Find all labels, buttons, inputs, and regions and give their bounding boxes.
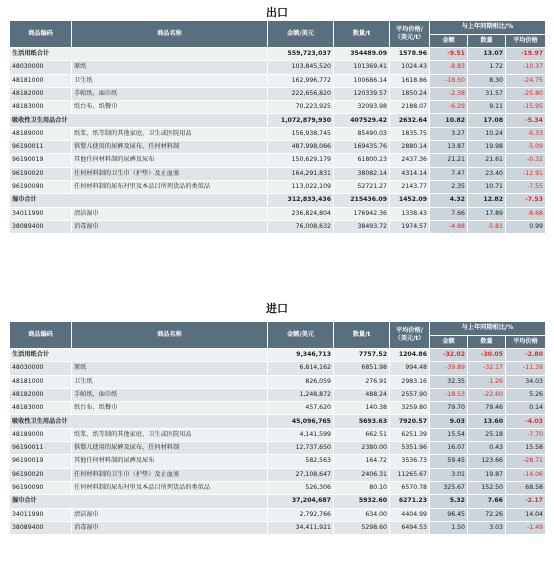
- name-cell: 纸台布、纸餐巾: [72, 101, 268, 114]
- yoy-amount-cell: -39.89: [430, 362, 468, 375]
- group-label-cell: 吸收性卫生用品合计: [10, 415, 268, 428]
- name-cell: 纸浆、纸等制的其他家庭、卫生或医院用品: [72, 428, 268, 441]
- table-row: [10, 101, 546, 114]
- header-yoy-group: 与上年同期相比/%: [430, 322, 546, 336]
- header-amount: 金额/美元: [268, 21, 334, 48]
- yoy-qty-cell: 17.89: [468, 207, 506, 220]
- code-cell: 48181000: [10, 74, 72, 87]
- table-row: [10, 74, 546, 87]
- group-total-row: [10, 48, 546, 61]
- price-cell: 1452.09: [390, 194, 430, 207]
- header-price: 平均价格/（美元/t）: [390, 322, 430, 349]
- name-cell: 纸台布、纸餐巾: [72, 402, 268, 415]
- export-section-title: 出口: [266, 6, 288, 19]
- header-qty: 数量/t: [334, 21, 390, 48]
- table-row: [10, 207, 546, 220]
- amount-cell: 150,629,179: [268, 154, 334, 167]
- import-table: [9, 321, 546, 535]
- yoy-amount-cell: 32.35: [430, 375, 468, 388]
- amount-cell: 1,072,879,930: [268, 114, 334, 127]
- group-total-row: [10, 349, 546, 362]
- qty-cell: 169435.76: [334, 141, 390, 154]
- code-cell: 34011990: [10, 508, 72, 521]
- price-cell: 6271.23: [390, 495, 430, 508]
- yoy-price-cell: -5.34: [506, 114, 546, 127]
- amount-cell: 559,723,037: [268, 48, 334, 61]
- price-cell: 6494.53: [390, 521, 430, 534]
- qty-cell: 32093.98: [334, 101, 390, 114]
- qty-cell: 215436.09: [334, 194, 390, 207]
- code-cell: 48181000: [10, 375, 72, 388]
- table-row: [10, 220, 546, 233]
- code-cell: 48182000: [10, 87, 72, 100]
- qty-cell: 407529.42: [334, 114, 390, 127]
- code-cell: 38089400: [10, 220, 72, 233]
- table-row: [10, 167, 546, 180]
- yoy-amount-cell: -18.50: [430, 74, 468, 87]
- amount-cell: 1,248,872: [268, 388, 334, 401]
- yoy-price-cell: 14.04: [506, 508, 546, 521]
- amount-cell: 164,291,831: [268, 167, 334, 180]
- header-code: 商品编码: [10, 322, 72, 349]
- amount-cell: 113,022,109: [268, 180, 334, 193]
- name-cell: 手帕纸、面巾纸: [72, 87, 268, 100]
- code-cell: 96190011: [10, 442, 72, 455]
- yoy-qty-cell: 21.61: [468, 154, 506, 167]
- yoy-qty-cell: -32.17: [468, 362, 506, 375]
- yoy-qty-cell: 123.66: [468, 455, 506, 468]
- amount-cell: 12,737,650: [268, 442, 334, 455]
- yoy-qty-cell: 9.11: [468, 101, 506, 114]
- table-row: [10, 61, 546, 74]
- yoy-qty-cell: -22.60: [468, 388, 506, 401]
- price-cell: 2983.16: [390, 375, 430, 388]
- qty-cell: 120339.57: [334, 87, 390, 100]
- table-row: [10, 521, 546, 534]
- export-table: [9, 20, 546, 234]
- amount-cell: 27,108,647: [268, 468, 334, 481]
- yoy-price-cell: -2.17: [506, 495, 546, 508]
- table-row: [10, 154, 546, 167]
- name-cell: 任何材料制的尿布衬里及本品目所列货品的类似品: [72, 481, 268, 494]
- yoy-amount-cell: 13.87: [430, 141, 468, 154]
- yoy-amount-cell: -18.53: [430, 388, 468, 401]
- price-cell: 11265.67: [390, 468, 430, 481]
- yoy-amount-cell: 325.67: [430, 481, 468, 494]
- yoy-qty-cell: -1.26: [468, 375, 506, 388]
- yoy-price-cell: 68.58: [506, 481, 546, 494]
- amount-cell: 312,833,436: [268, 194, 334, 207]
- header-yoy-amount: 金额: [430, 35, 468, 48]
- name-cell: 手帕纸、面巾纸: [72, 388, 268, 401]
- yoy-amount-cell: 15.54: [430, 428, 468, 441]
- table-row: [10, 508, 546, 521]
- yoy-price-cell: 5.26: [506, 388, 546, 401]
- header-price: 平均价格/（美元/t）: [390, 21, 430, 48]
- qty-cell: 100686.14: [334, 74, 390, 87]
- amount-cell: 2,792,766: [268, 508, 334, 521]
- code-cell: 96190020: [10, 167, 72, 180]
- header-yoy-qty: 数量: [468, 336, 506, 349]
- yoy-qty-cell: 31.57: [468, 87, 506, 100]
- price-cell: 2557.90: [390, 388, 430, 401]
- code-cell: 48189000: [10, 127, 72, 140]
- export-table-body: [10, 48, 546, 234]
- name-cell: 卫生纸: [72, 375, 268, 388]
- yoy-price-cell: -4.03: [506, 415, 546, 428]
- amount-cell: 526,306: [268, 481, 334, 494]
- yoy-price-cell: -7.55: [506, 180, 546, 193]
- code-cell: 96190020: [10, 468, 72, 481]
- yoy-qty-cell: 8.30: [468, 74, 506, 87]
- yoy-price-cell: -1.49: [506, 521, 546, 534]
- yoy-amount-cell: -9.51: [430, 48, 468, 61]
- yoy-qty-cell: 10.24: [468, 127, 506, 140]
- yoy-amount-cell: 4.32: [430, 194, 468, 207]
- header-yoy-price: 平均价格: [506, 336, 546, 349]
- header-yoy-group: 与上年同期相比/%: [430, 21, 546, 35]
- qty-cell: 52721.27: [334, 180, 390, 193]
- table-row: [10, 375, 546, 388]
- name-cell: 卫生纸: [72, 74, 268, 87]
- import-section-title: 进口: [266, 302, 288, 315]
- amount-cell: 222,656,820: [268, 87, 334, 100]
- price-cell: 1024.43: [390, 61, 430, 74]
- code-cell: 96190019: [10, 455, 72, 468]
- name-cell: 原纸: [72, 61, 268, 74]
- qty-cell: 61800.23: [334, 154, 390, 167]
- qty-cell: 7757.52: [334, 349, 390, 362]
- yoy-amount-cell: -8.83: [430, 61, 468, 74]
- header-yoy-price: 平均价格: [506, 35, 546, 48]
- amount-cell: 34,411,921: [268, 521, 334, 534]
- table-row: [10, 87, 546, 100]
- amount-cell: 37,204,687: [268, 495, 334, 508]
- yoy-price-cell: -2.80: [506, 349, 546, 362]
- qty-cell: 85490.03: [334, 127, 390, 140]
- yoy-price-cell: -7.53: [506, 194, 546, 207]
- yoy-qty-cell: 72.26: [468, 508, 506, 521]
- name-cell: 任何材料制的尿布衬里及本品目所列货品的类似品: [72, 180, 268, 193]
- qty-cell: 354489.09: [334, 48, 390, 61]
- yoy-price-cell: -14.06: [506, 468, 546, 481]
- qty-cell: 488.24: [334, 388, 390, 401]
- yoy-price-cell: -19.97: [506, 48, 546, 61]
- yoy-qty-cell: 17.08: [468, 114, 506, 127]
- header-name: 商品名称: [72, 21, 268, 48]
- yoy-qty-cell: 12.82: [468, 194, 506, 207]
- import-table-body: [10, 349, 546, 535]
- yoy-qty-cell: 152.50: [468, 481, 506, 494]
- table-row: [10, 402, 546, 415]
- yoy-amount-cell: 21.21: [430, 154, 468, 167]
- qty-cell: 38082.14: [334, 167, 390, 180]
- yoy-amount-cell: 3.01: [430, 468, 468, 481]
- code-cell: 48030000: [10, 61, 72, 74]
- qty-cell: 5932.60: [334, 495, 390, 508]
- amount-cell: 45,096,765: [268, 415, 334, 428]
- yoy-price-cell: 0.99: [506, 220, 546, 233]
- yoy-price-cell: -25.80: [506, 87, 546, 100]
- code-cell: 96190019: [10, 154, 72, 167]
- code-cell: 48030000: [10, 362, 72, 375]
- yoy-qty-cell: 19.98: [468, 141, 506, 154]
- table-row: [10, 468, 546, 481]
- header-code: 商品编码: [10, 21, 72, 48]
- price-cell: 1850.24: [390, 87, 430, 100]
- header-yoy-qty: 数量: [468, 35, 506, 48]
- price-cell: 5351.96: [390, 442, 430, 455]
- name-cell: 任何材料制的卫生巾（护垫）及止血塞: [72, 468, 268, 481]
- qty-cell: 5693.63: [334, 415, 390, 428]
- name-cell: 其他任何材料制的尿裤及尿布: [72, 455, 268, 468]
- table-row: [10, 141, 546, 154]
- price-cell: 1338.43: [390, 207, 430, 220]
- qty-cell: 2380.00: [334, 442, 390, 455]
- price-cell: 1618.86: [390, 74, 430, 87]
- price-cell: 1974.57: [390, 220, 430, 233]
- amount-cell: 103,845,520: [268, 61, 334, 74]
- yoy-price-cell: -11.39: [506, 362, 546, 375]
- yoy-amount-cell: -4.88: [430, 220, 468, 233]
- table-row: [10, 481, 546, 494]
- table-row: [10, 127, 546, 140]
- price-cell: 3259.80: [390, 402, 430, 415]
- name-cell: 纸浆、纸等制的其他家庭、卫生或医院用品: [72, 127, 268, 140]
- yoy-price-cell: -10.37: [506, 61, 546, 74]
- yoy-qty-cell: 13.07: [468, 48, 506, 61]
- yoy-qty-cell: -5.81: [468, 220, 506, 233]
- amount-cell: 236,824,804: [268, 207, 334, 220]
- yoy-price-cell: -5.09: [506, 141, 546, 154]
- amount-cell: 582,563: [268, 455, 334, 468]
- yoy-qty-cell: 19.87: [468, 468, 506, 481]
- table-row: [10, 362, 546, 375]
- price-cell: 6570.78: [390, 481, 430, 494]
- qty-cell: 662.51: [334, 428, 390, 441]
- amount-cell: 6,814,162: [268, 362, 334, 375]
- amount-cell: 457,620: [268, 402, 334, 415]
- price-cell: 1204.86: [390, 349, 430, 362]
- group-label-cell: 湿巾合计: [10, 495, 268, 508]
- yoy-qty-cell: 13.60: [468, 415, 506, 428]
- amount-cell: 156,938,745: [268, 127, 334, 140]
- yoy-price-cell: 0.14: [506, 402, 546, 415]
- yoy-amount-cell: 3.27: [430, 127, 468, 140]
- code-cell: 48183000: [10, 101, 72, 114]
- yoy-amount-cell: -32.02: [430, 349, 468, 362]
- yoy-price-cell: 34.03: [506, 375, 546, 388]
- yoy-qty-cell: 10.71: [468, 180, 506, 193]
- code-cell: 48183000: [10, 402, 72, 415]
- yoy-amount-cell: 9.03: [430, 415, 468, 428]
- price-cell: 3536.73: [390, 455, 430, 468]
- code-cell: 48189000: [10, 428, 72, 441]
- price-cell: 2632.64: [390, 114, 430, 127]
- group-label-cell: 生活用纸合计: [10, 48, 268, 61]
- code-cell: 48182000: [10, 388, 72, 401]
- price-cell: 6251.39: [390, 428, 430, 441]
- group-label-cell: 湿巾合计: [10, 194, 268, 207]
- qty-cell: 164.72: [334, 455, 390, 468]
- qty-cell: 176942.36: [334, 207, 390, 220]
- amount-cell: 70,223,925: [268, 101, 334, 114]
- yoy-qty-cell: 25.18: [468, 428, 506, 441]
- yoy-price-cell: -24.75: [506, 74, 546, 87]
- yoy-price-cell: -28.71: [506, 455, 546, 468]
- price-cell: 1835.75: [390, 127, 430, 140]
- price-cell: 4404.99: [390, 508, 430, 521]
- yoy-amount-cell: -6.29: [430, 101, 468, 114]
- table-row: [10, 428, 546, 441]
- qty-cell: 276.91: [334, 375, 390, 388]
- group-total-row: [10, 415, 546, 428]
- yoy-amount-cell: 10.82: [430, 114, 468, 127]
- amount-cell: 162,996,772: [268, 74, 334, 87]
- amount-cell: 76,008,632: [268, 220, 334, 233]
- qty-cell: 2406.31: [334, 468, 390, 481]
- yoy-amount-cell: 7.66: [430, 207, 468, 220]
- yoy-amount-cell: 96.45: [430, 508, 468, 521]
- amount-cell: 9,346,713: [268, 349, 334, 362]
- amount-cell: 826,059: [268, 375, 334, 388]
- yoy-qty-cell: 79.46: [468, 402, 506, 415]
- header-yoy-amount: 金额: [430, 336, 468, 349]
- yoy-price-cell: -8.68: [506, 207, 546, 220]
- qty-cell: 5298.60: [334, 521, 390, 534]
- price-cell: 7920.57: [390, 415, 430, 428]
- yoy-price-cell: -12.91: [506, 167, 546, 180]
- yoy-price-cell: 15.58: [506, 442, 546, 455]
- price-cell: 2188.07: [390, 101, 430, 114]
- price-cell: 4314.14: [390, 167, 430, 180]
- price-cell: 2880.14: [390, 141, 430, 154]
- yoy-qty-cell: 3.03: [468, 521, 506, 534]
- code-cell: 38089400: [10, 521, 72, 534]
- yoy-amount-cell: 2.35: [430, 180, 468, 193]
- table-row: [10, 180, 546, 193]
- qty-cell: 634.00: [334, 508, 390, 521]
- group-total-row: [10, 114, 546, 127]
- group-label-cell: 生活用纸合计: [10, 349, 268, 362]
- yoy-amount-cell: 5.32: [430, 495, 468, 508]
- yoy-amount-cell: 7.47: [430, 167, 468, 180]
- table-row: [10, 442, 546, 455]
- yoy-qty-cell: -30.05: [468, 349, 506, 362]
- name-cell: 消毒湿巾: [72, 521, 268, 534]
- price-cell: 1578.96: [390, 48, 430, 61]
- group-total-row: [10, 194, 546, 207]
- qty-cell: 80.10: [334, 481, 390, 494]
- name-cell: 清洁湿巾: [72, 508, 268, 521]
- name-cell: 其他任何材料制的尿裤及尿布: [72, 154, 268, 167]
- yoy-price-cell: -6.33: [506, 127, 546, 140]
- yoy-price-cell: -7.70: [506, 428, 546, 441]
- name-cell: 供婴儿使用的尿裤及尿布，任何材料制: [72, 141, 268, 154]
- header-qty: 数量/t: [334, 322, 390, 349]
- name-cell: 供婴儿使用的尿裤及尿布，任何材料制: [72, 442, 268, 455]
- yoy-price-cell: -0.32: [506, 154, 546, 167]
- name-cell: 任何材料制的卫生巾（护垫）及止血塞: [72, 167, 268, 180]
- qty-cell: 101369.41: [334, 61, 390, 74]
- yoy-amount-cell: 59.45: [430, 455, 468, 468]
- yoy-amount-cell: 79.70: [430, 402, 468, 415]
- code-cell: 96190011: [10, 141, 72, 154]
- header-name: 商品名称: [72, 322, 268, 349]
- qty-cell: 140.38: [334, 402, 390, 415]
- amount-cell: 4,141,599: [268, 428, 334, 441]
- yoy-amount-cell: 1.50: [430, 521, 468, 534]
- price-cell: 994.48: [390, 362, 430, 375]
- yoy-qty-cell: 1.72: [468, 61, 506, 74]
- code-cell: 34011990: [10, 207, 72, 220]
- qty-cell: 6851.98: [334, 362, 390, 375]
- yoy-amount-cell: -2.38: [430, 87, 468, 100]
- table-row: [10, 388, 546, 401]
- amount-cell: 487,998,066: [268, 141, 334, 154]
- code-cell: 96190090: [10, 481, 72, 494]
- yoy-amount-cell: 16.07: [430, 442, 468, 455]
- name-cell: 消毒湿巾: [72, 220, 268, 233]
- qty-cell: 38493.72: [334, 220, 390, 233]
- header-amount: 金额/美元: [268, 322, 334, 349]
- price-cell: 2143.77: [390, 180, 430, 193]
- price-cell: 2437.36: [390, 154, 430, 167]
- name-cell: 原纸: [72, 362, 268, 375]
- table-row: [10, 455, 546, 468]
- yoy-price-cell: -15.95: [506, 101, 546, 114]
- group-label-cell: 吸收性卫生用品合计: [10, 114, 268, 127]
- yoy-qty-cell: 23.40: [468, 167, 506, 180]
- group-total-row: [10, 495, 546, 508]
- name-cell: 清洁湿巾: [72, 207, 268, 220]
- yoy-qty-cell: 0.43: [468, 442, 506, 455]
- code-cell: 96190090: [10, 180, 72, 193]
- yoy-qty-cell: 7.66: [468, 495, 506, 508]
